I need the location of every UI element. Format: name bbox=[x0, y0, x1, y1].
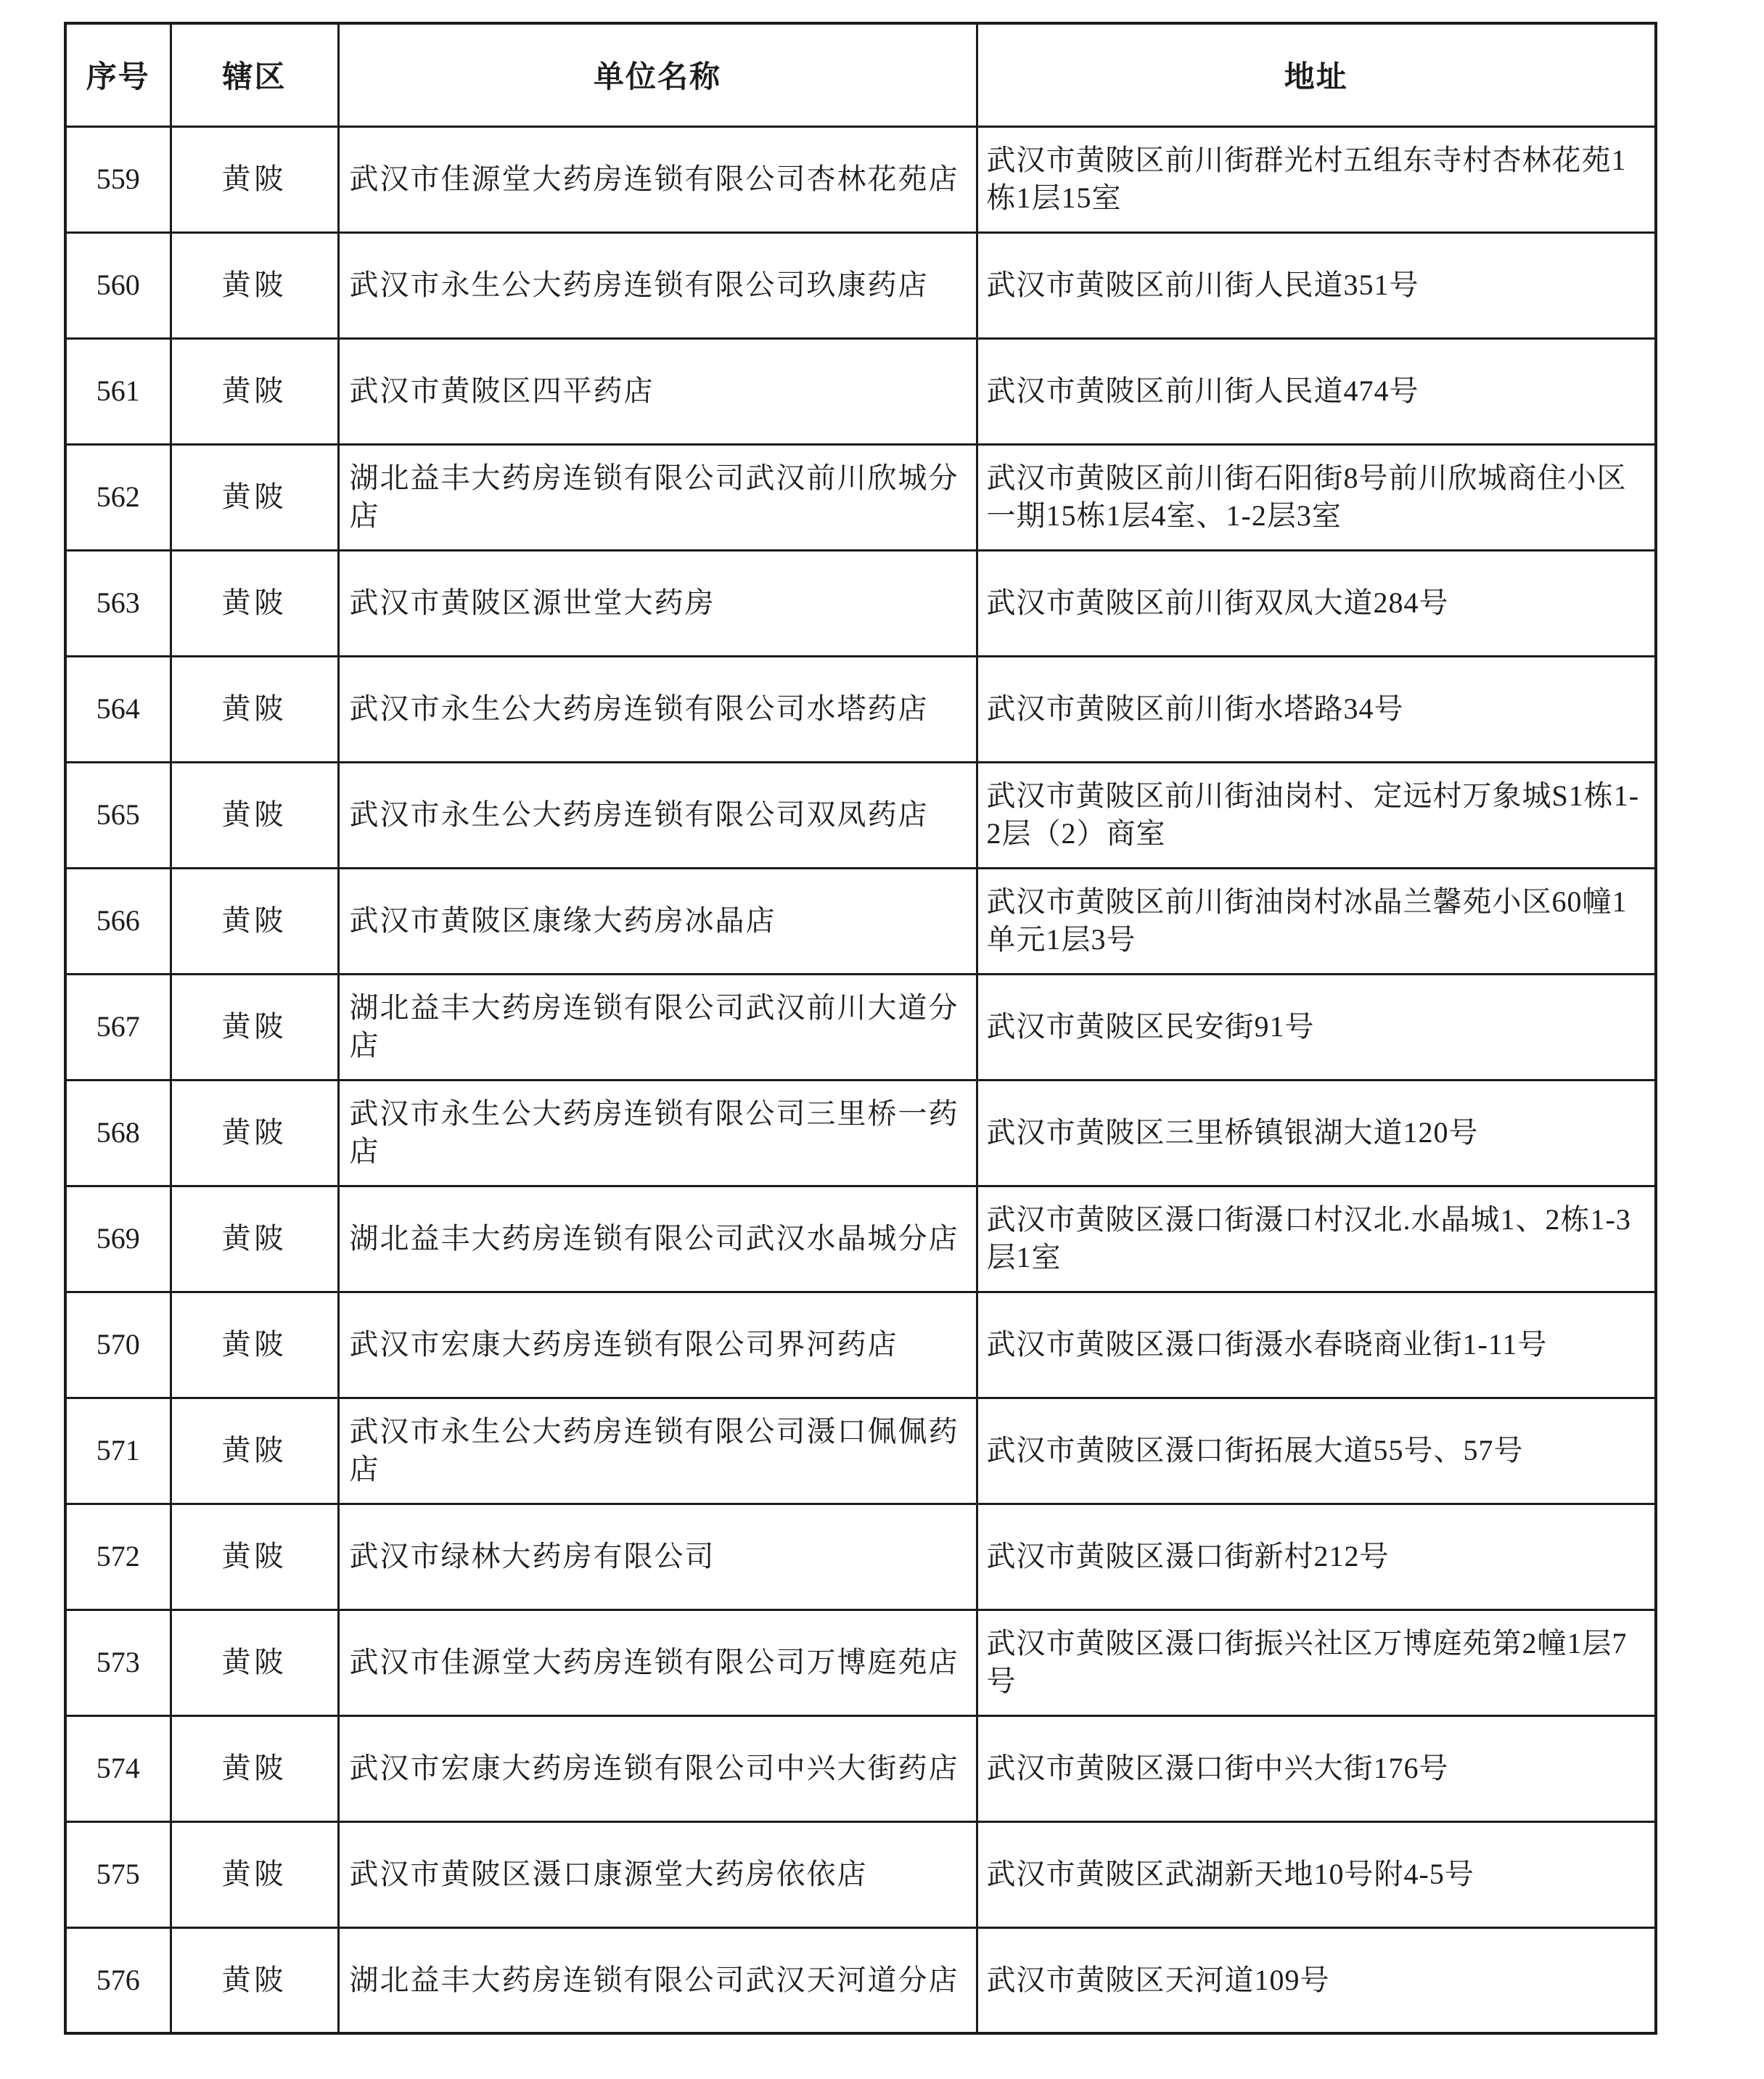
table-header-row bbox=[65, 23, 1656, 126]
cell-address: 武汉市黄陂区前川街人民道351号 bbox=[977, 232, 1656, 338]
cell-unit-name: 武汉市黄陂区康缘大药房冰晶店 bbox=[338, 868, 977, 974]
cell-district: 黄陂 bbox=[171, 550, 338, 656]
cell-unit-name: 武汉市佳源堂大药房连锁有限公司万博庭苑店 bbox=[338, 1610, 977, 1715]
table-row bbox=[65, 444, 1656, 550]
table-row bbox=[65, 338, 1656, 444]
cell-unit-name: 湖北益丰大药房连锁有限公司武汉天河道分店 bbox=[338, 1927, 977, 2033]
cell-unit-name: 武汉市宏康大药房连锁有限公司中兴大街药店 bbox=[338, 1715, 977, 1821]
table-body bbox=[65, 126, 1656, 2033]
cell-district: 黄陂 bbox=[171, 762, 338, 868]
cell-index: 562 bbox=[65, 444, 171, 550]
cell-address: 武汉市黄陂区滠口街中兴大街176号 bbox=[977, 1715, 1656, 1821]
table-row bbox=[65, 868, 1656, 974]
cell-unit-name: 武汉市永生公大药房连锁有限公司三里桥一药店 bbox=[338, 1080, 977, 1186]
cell-index: 576 bbox=[65, 1927, 171, 2033]
cell-district: 黄陂 bbox=[171, 444, 338, 550]
cell-unit-name: 湖北益丰大药房连锁有限公司武汉前川大道分店 bbox=[338, 974, 977, 1080]
cell-unit-name: 武汉市黄陂区滠口康源堂大药房依依店 bbox=[338, 1821, 977, 1927]
col-header-district: 辖区 bbox=[171, 23, 338, 126]
cell-index: 574 bbox=[65, 1715, 171, 1821]
table-row bbox=[65, 1398, 1656, 1504]
cell-district: 黄陂 bbox=[171, 868, 338, 974]
cell-district: 黄陂 bbox=[171, 232, 338, 338]
table-row bbox=[65, 1927, 1656, 2033]
cell-address: 武汉市黄陂区滠口街新村212号 bbox=[977, 1504, 1656, 1610]
cell-unit-name: 湖北益丰大药房连锁有限公司武汉水晶城分店 bbox=[338, 1186, 977, 1292]
cell-index: 565 bbox=[65, 762, 171, 868]
cell-address: 武汉市黄陂区前川街双凤大道284号 bbox=[977, 550, 1656, 656]
cell-district: 黄陂 bbox=[171, 1292, 338, 1398]
cell-district: 黄陂 bbox=[171, 1186, 338, 1292]
cell-unit-name: 武汉市永生公大药房连锁有限公司双凤药店 bbox=[338, 762, 977, 868]
table-row bbox=[65, 126, 1656, 232]
cell-address: 武汉市黄陂区前川街水塔路34号 bbox=[977, 656, 1656, 762]
cell-index: 566 bbox=[65, 868, 171, 974]
cell-address: 武汉市黄陂区民安街91号 bbox=[977, 974, 1656, 1080]
table-row bbox=[65, 1292, 1656, 1398]
cell-unit-name: 武汉市黄陂区四平药店 bbox=[338, 338, 977, 444]
cell-index: 569 bbox=[65, 1186, 171, 1292]
cell-unit-name: 湖北益丰大药房连锁有限公司武汉前川欣城分店 bbox=[338, 444, 977, 550]
cell-address: 武汉市黄陂区前川街油岗村、定远村万象城S1栋1-2层（2）商室 bbox=[977, 762, 1656, 868]
table-row bbox=[65, 762, 1656, 868]
table-row bbox=[65, 1186, 1656, 1292]
table-row bbox=[65, 656, 1656, 762]
cell-index: 561 bbox=[65, 338, 171, 444]
cell-index: 567 bbox=[65, 974, 171, 1080]
cell-district: 黄陂 bbox=[171, 656, 338, 762]
cell-district: 黄陂 bbox=[171, 1398, 338, 1504]
table-row bbox=[65, 1610, 1656, 1715]
table-row bbox=[65, 1504, 1656, 1610]
table-row bbox=[65, 1821, 1656, 1927]
cell-index: 560 bbox=[65, 232, 171, 338]
col-header-index: 序号 bbox=[65, 23, 171, 126]
cell-district: 黄陂 bbox=[171, 1610, 338, 1715]
cell-address: 武汉市黄陂区前川街油岗村冰晶兰馨苑小区60幢1单元1层3号 bbox=[977, 868, 1656, 974]
cell-district: 黄陂 bbox=[171, 126, 338, 232]
cell-address: 武汉市黄陂区武湖新天地10号附4-5号 bbox=[977, 1821, 1656, 1927]
cell-unit-name: 武汉市绿林大药房有限公司 bbox=[338, 1504, 977, 1610]
cell-address: 武汉市黄陂区滠口街拓展大道55号、57号 bbox=[977, 1398, 1656, 1504]
cell-district: 黄陂 bbox=[171, 1927, 338, 2033]
table-row bbox=[65, 550, 1656, 656]
col-header-address: 地址 bbox=[977, 23, 1656, 126]
cell-index: 571 bbox=[65, 1398, 171, 1504]
cell-unit-name: 武汉市佳源堂大药房连锁有限公司杏林花苑店 bbox=[338, 126, 977, 232]
cell-address: 武汉市黄陂区前川街人民道474号 bbox=[977, 338, 1656, 444]
cell-index: 575 bbox=[65, 1821, 171, 1927]
cell-unit-name: 武汉市永生公大药房连锁有限公司水塔药店 bbox=[338, 656, 977, 762]
table-row bbox=[65, 1715, 1656, 1821]
table-row bbox=[65, 232, 1656, 338]
cell-address: 武汉市黄陂区滠口街振兴社区万博庭苑第2幢1层7号 bbox=[977, 1610, 1656, 1715]
cell-unit-name: 武汉市宏康大药房连锁有限公司界河药店 bbox=[338, 1292, 977, 1398]
cell-district: 黄陂 bbox=[171, 1080, 338, 1186]
cell-district: 黄陂 bbox=[171, 1821, 338, 1927]
cell-district: 黄陂 bbox=[171, 338, 338, 444]
cell-unit-name: 武汉市永生公大药房连锁有限公司玖康药店 bbox=[338, 232, 977, 338]
col-header-unit-name: 单位名称 bbox=[338, 23, 977, 126]
table-row bbox=[65, 974, 1656, 1080]
cell-index: 570 bbox=[65, 1292, 171, 1398]
cell-district: 黄陂 bbox=[171, 1715, 338, 1821]
cell-index: 573 bbox=[65, 1610, 171, 1715]
cell-index: 564 bbox=[65, 656, 171, 762]
cell-unit-name: 武汉市黄陂区源世堂大药房 bbox=[338, 550, 977, 656]
cell-address: 武汉市黄陂区三里桥镇银湖大道120号 bbox=[977, 1080, 1656, 1186]
cell-address: 武汉市黄陂区滠口街滠水春晓商业街1-11号 bbox=[977, 1292, 1656, 1398]
cell-address: 武汉市黄陂区前川街群光村五组东寺村杏林花苑1栋1层15室 bbox=[977, 126, 1656, 232]
cell-index: 563 bbox=[65, 550, 171, 656]
cell-district: 黄陂 bbox=[171, 1504, 338, 1610]
cell-address: 武汉市黄陂区前川街石阳街8号前川欣城商住小区一期15栋1层4室、1-2层3室 bbox=[977, 444, 1656, 550]
cell-index: 559 bbox=[65, 126, 171, 232]
table-row bbox=[65, 1080, 1656, 1186]
cell-district: 黄陂 bbox=[171, 974, 338, 1080]
cell-address: 武汉市黄陂区天河道109号 bbox=[977, 1927, 1656, 2033]
cell-index: 572 bbox=[65, 1504, 171, 1610]
cell-address: 武汉市黄陂区滠口街滠口村汉北.水晶城1、2栋1-3层1室 bbox=[977, 1186, 1656, 1292]
cell-unit-name: 武汉市永生公大药房连锁有限公司滠口佩佩药店 bbox=[338, 1398, 977, 1504]
pharmacy-table bbox=[64, 22, 1657, 2035]
cell-index: 568 bbox=[65, 1080, 171, 1186]
